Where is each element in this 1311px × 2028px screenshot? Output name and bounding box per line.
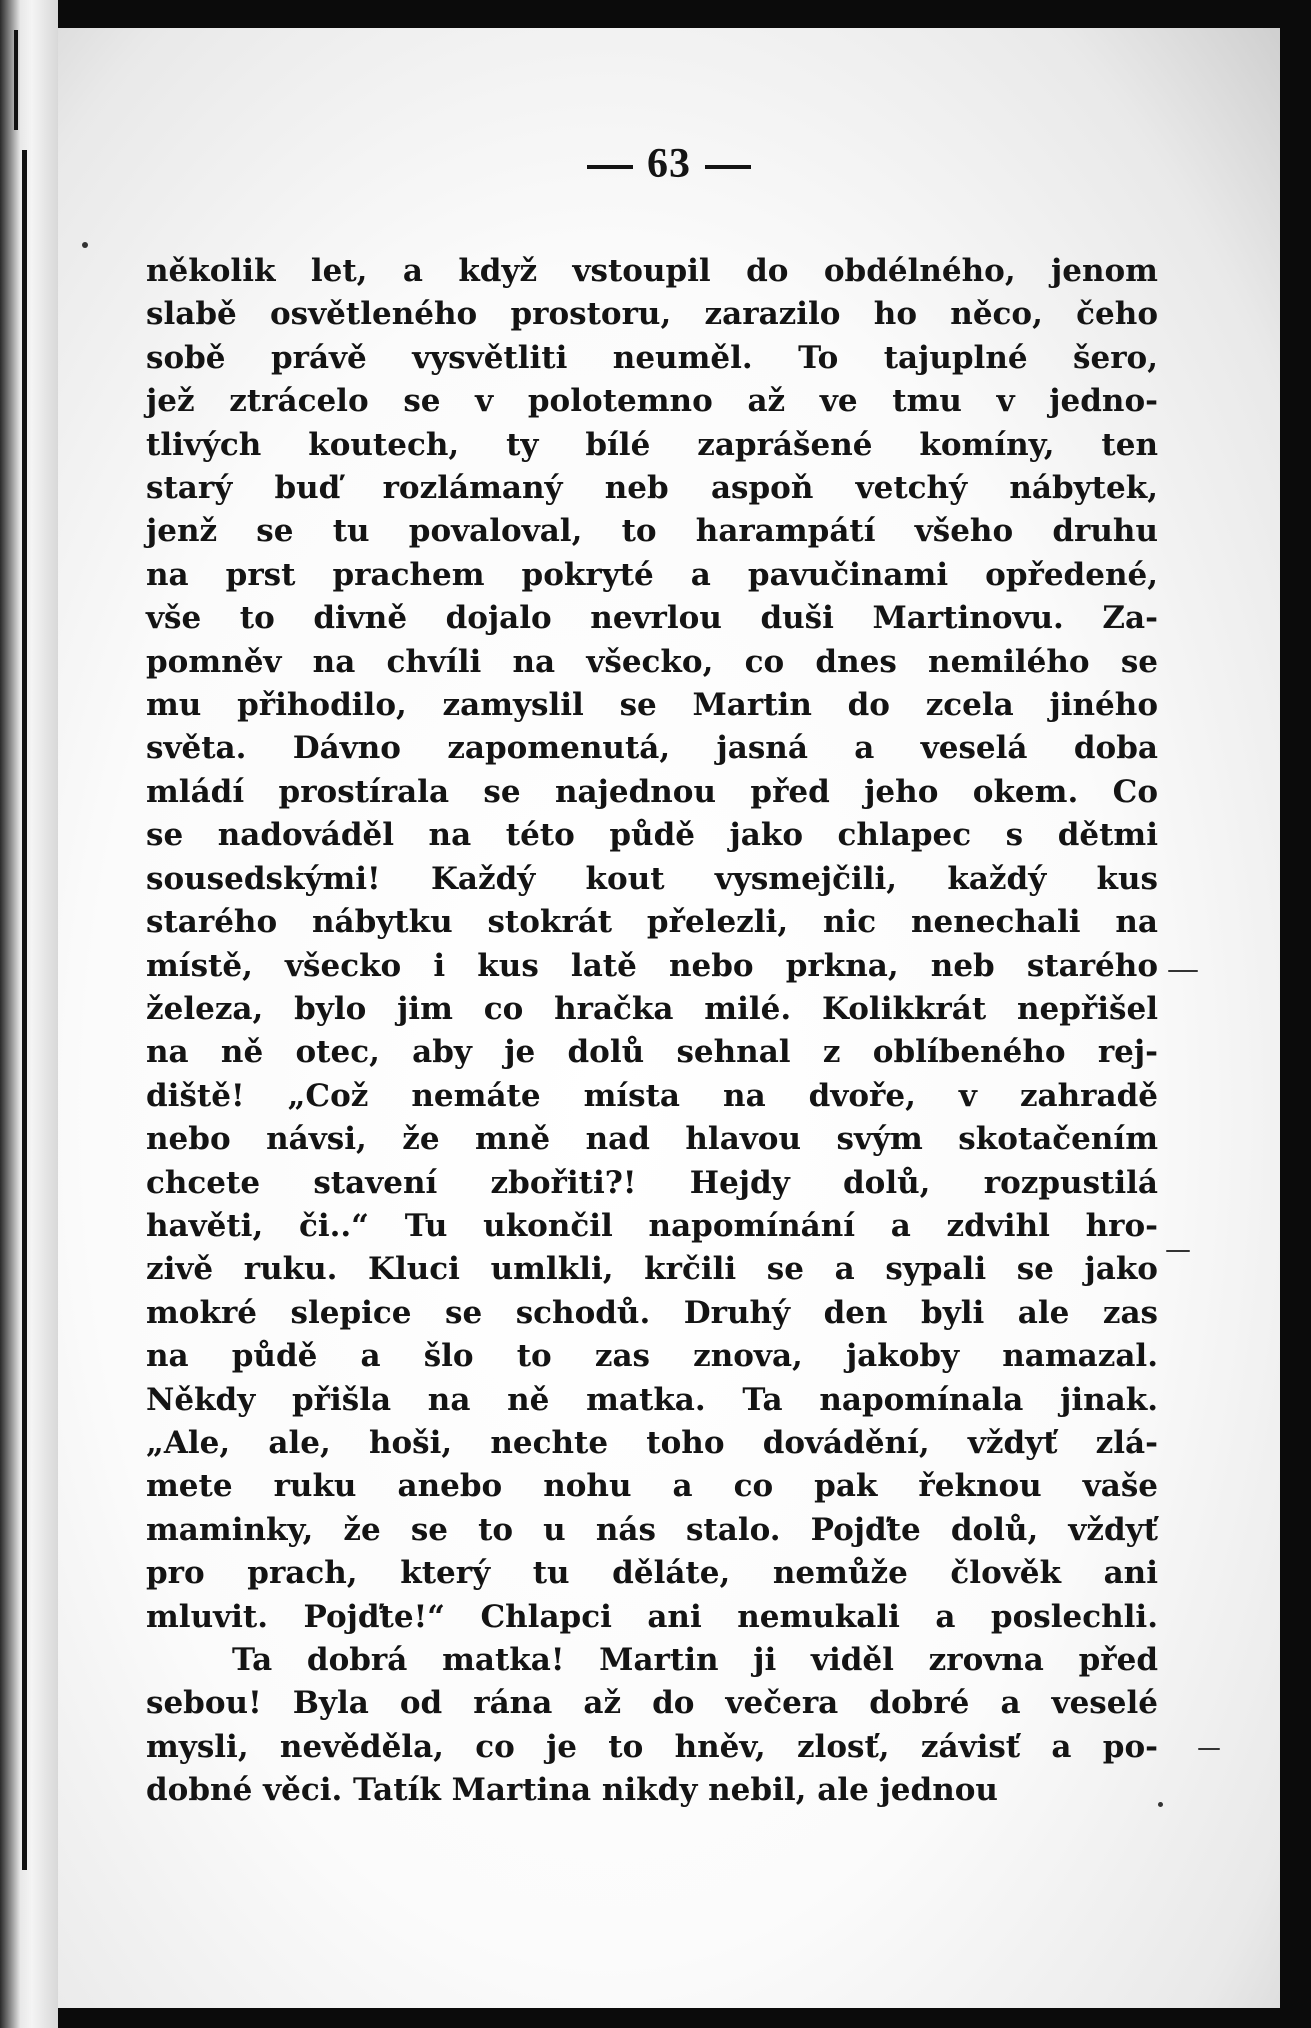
paper-speck (1198, 1748, 1220, 1750)
text-line: se nadováděl na této půdě jako chlapec s dětmi (146, 817, 1158, 854)
text-line: pomněv na chvíli na všecko, co dnes nemilého se (146, 643, 1158, 680)
page-number-value: 63 (647, 141, 691, 187)
paper-speck (82, 242, 88, 248)
text-line: slabě osvětleného prostoru, zarazilo ho něco, čeho (146, 296, 1158, 333)
text-line: místě, všecko i kus latě nebo prkna, neb starého (146, 947, 1158, 984)
text-line: železa, bylo jim co hračka milé. Kolikkrát nepřišel (146, 990, 1158, 1027)
text-line: mluvit. Pojďte!“ Chlapci ani nemukali a poslechli. (146, 1598, 1158, 1635)
text-line: na ně otec, aby je dolů sehnal z oblíbeného rej- (146, 1034, 1158, 1071)
text-line: chcete stavení zbořiti?! Hejdy dolů, rozpustilá (146, 1164, 1158, 1201)
text-line: jenž se tu povaloval, to harampátí všeho druhu (146, 513, 1158, 550)
text-line: tlivých koutech, ty bílé zaprášené komíny, ten (146, 426, 1158, 463)
text-line: diště! „Což nemáte místa na dvoře, v zahradě (146, 1077, 1158, 1114)
text-line: starého nábytku stokrát přelezli, nic nenechali na (146, 904, 1158, 941)
text-line: vše to divně dojalo nevrlou duši Martinovu. Za- (146, 600, 1158, 637)
text-line: „Ale, ale, hoši, nechte toho dovádění, vždyť zlá- (146, 1424, 1158, 1461)
text-line: mete ruku anebo nohu a co pak řeknou vaše (146, 1468, 1158, 1505)
binding-shadow (22, 150, 27, 1870)
text-line: dobné věci. Tatík Martina nikdy nebil, ale jednou (146, 1772, 998, 1809)
text-line: pro prach, který tu děláte, nemůže člověk ani (146, 1555, 1158, 1592)
text-line: zivě ruku. Kluci umlkli, krčili se a sypali se jako (146, 1251, 1158, 1288)
text-line: světa. Dávno zapomenutá, jasná a veselá doba (146, 730, 1158, 767)
paper-speck (1166, 1250, 1190, 1252)
text-line: sousedskými! Každý kout vysmejčili, každý kus (146, 860, 1158, 897)
text-line: mládí prostírala se najednou před jeho okem. Co (146, 773, 1158, 810)
text-line: mu přihodilo, zamyslil se Martin do zcela jiného (146, 687, 1158, 724)
text-line: na prst prachem pokryté a pavučinami opředené, (146, 556, 1158, 593)
text-line: sobě právě vysvětliti neuměl. To tajuplné šero, (146, 339, 1158, 376)
text-line: na půdě a šlo to zas znova, jakoby namazal. (146, 1338, 1158, 1375)
text-line: Ta dobrá matka! Martin ji viděl zrovna před (232, 1642, 1158, 1678)
body-text (146, 250, 1158, 1813)
page-number-dash-left (587, 165, 633, 169)
text-line: mokré slepice se schodů. Druhý den byli ale zas (146, 1294, 1158, 1331)
text-line: havěti, či..“ Tu ukončil napomínání a zdvihl hro- (146, 1207, 1158, 1244)
text-line: sebou! Byla od rána až do večera dobré a veselé (146, 1685, 1158, 1722)
paper-speck (1158, 1802, 1163, 1807)
paper-speck (1168, 970, 1198, 972)
text-line: Někdy přišla na ně matka. Ta napomínala jinak. (146, 1381, 1158, 1418)
text-line: starý buď rozlámaný neb aspoň vetchý nábytek, (146, 470, 1158, 507)
text-line: mysli, nevěděla, co je to hněv, zlosť, závisť a po- (146, 1728, 1158, 1765)
page-number (58, 140, 1280, 188)
text-line: maminky, že se to u nás stalo. Pojďte dolů, vždyť (146, 1511, 1158, 1548)
page-number-dash-right (705, 165, 751, 169)
text-line: několik let, a když vstoupil do obdélného, jenom (146, 253, 1158, 289)
text-line: nebo návsi, že mně nad hlavou svým skotačením (146, 1121, 1158, 1158)
book-binding-edge (0, 0, 58, 2028)
text-line: jež ztrácelo se v polotemno až ve tmu v jedno- (146, 383, 1158, 420)
book-page (58, 28, 1280, 2008)
binding-shadow-top (14, 30, 18, 130)
